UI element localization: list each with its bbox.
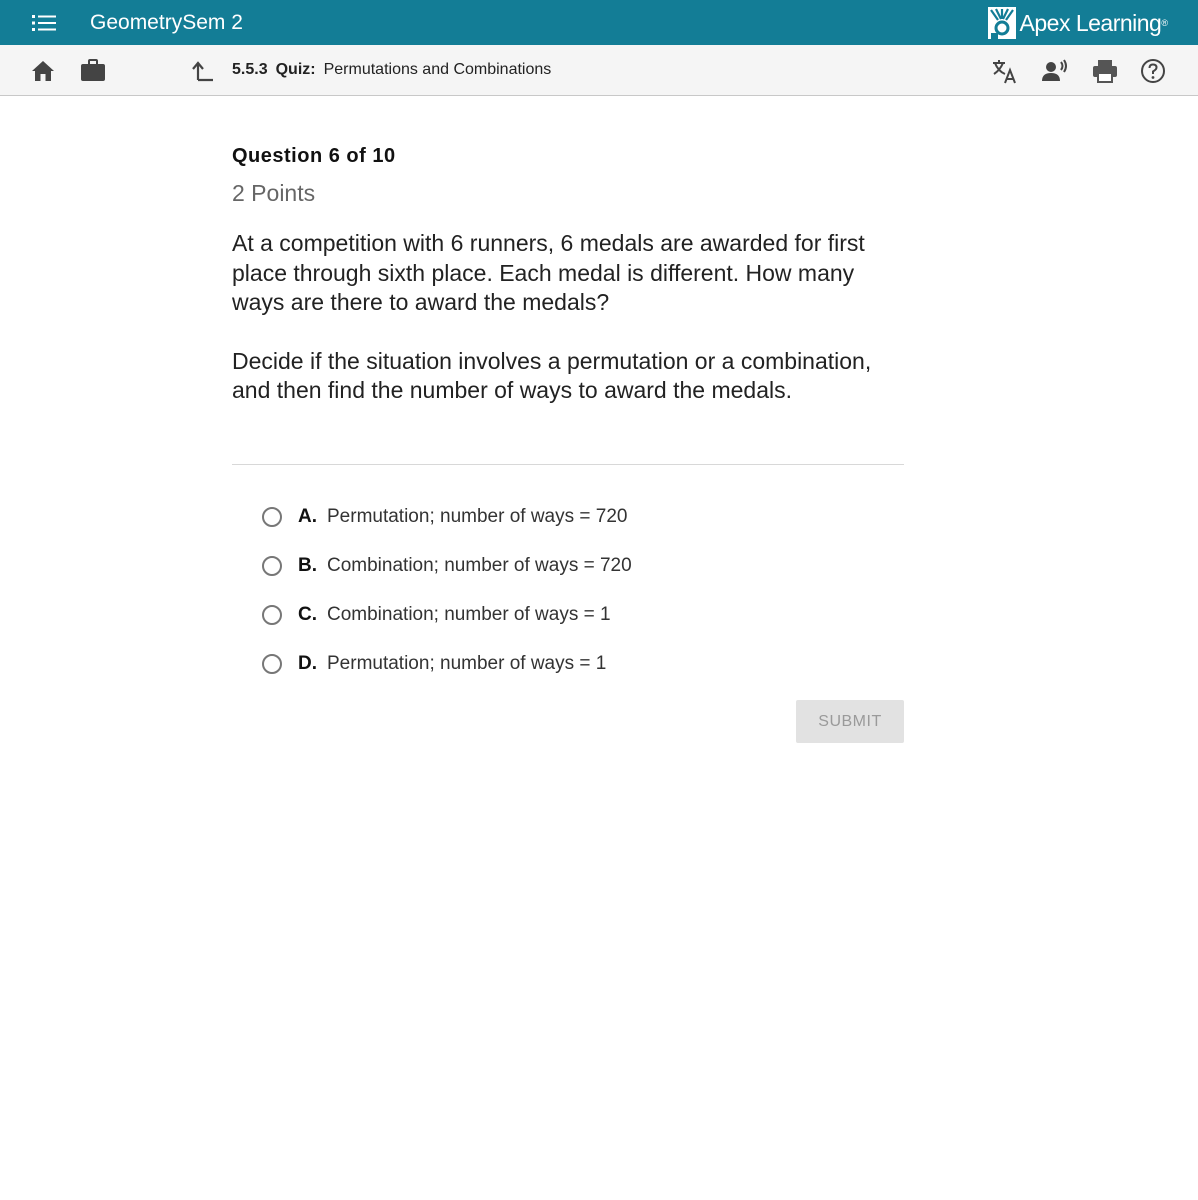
apex-logo-icon [988,7,1016,39]
choice-letter: A. [298,505,317,527]
help-icon[interactable] [1140,58,1166,84]
text-to-speech-icon[interactable] [1042,58,1068,84]
radio-button[interactable] [262,556,282,576]
choice-b[interactable] [262,541,632,590]
print-icon[interactable] [1092,58,1118,84]
brand-name: Apex Learning [1019,9,1162,36]
app-title: GeometrySem 2 [90,11,243,34]
submit-button[interactable]: SUBMIT [796,700,904,743]
choice-text: Permutation; number of ways = 1 [327,652,607,674]
lesson-number: 5.5.3 [232,61,268,78]
question-paragraph-1: At a competition with 6 runners, 6 medals are awarded for first place through sixth place. Each medal is different. How many ways are there to award the medals? [232,230,865,315]
radio-button[interactable] [262,507,282,527]
question-points: 2 Points [232,180,316,206]
choice-text: Permutation; number of ways = 720 [327,505,628,527]
translate-icon[interactable] [992,58,1018,84]
question-text [232,229,904,406]
choice-c[interactable] [262,590,632,639]
choice-letter: D. [298,652,317,674]
brand [988,6,1168,40]
menu-icon[interactable] [32,14,56,32]
question-number: Question 6 of 10 [232,145,396,167]
up-arrow-icon[interactable] [190,58,216,84]
lesson-title: Permutations and Combinations [323,61,552,78]
brand-trademark: ® [1161,18,1168,28]
choice-text: Combination; number of ways = 720 [327,554,632,576]
choice-d[interactable] [262,639,632,688]
answer-choices [262,492,632,688]
radio-button[interactable] [262,605,282,625]
radio-button[interactable] [262,654,282,674]
question-paragraph-2: Decide if the situation involves a permutation or a combination, and then find the number of ways to award the medals. [232,347,872,403]
breadcrumb [232,61,551,79]
home-icon[interactable] [30,58,56,84]
choice-text: Combination; number of ways = 1 [327,603,611,625]
app-header [0,0,1198,45]
lesson-kind: Quiz: [275,61,316,78]
choice-letter: C. [298,603,317,625]
divider [232,464,904,465]
briefcase-icon[interactable] [80,58,106,84]
choice-letter: B. [298,554,317,576]
toolbar [0,45,1198,96]
choice-a[interactable] [262,492,632,541]
question-panel [232,140,904,435]
